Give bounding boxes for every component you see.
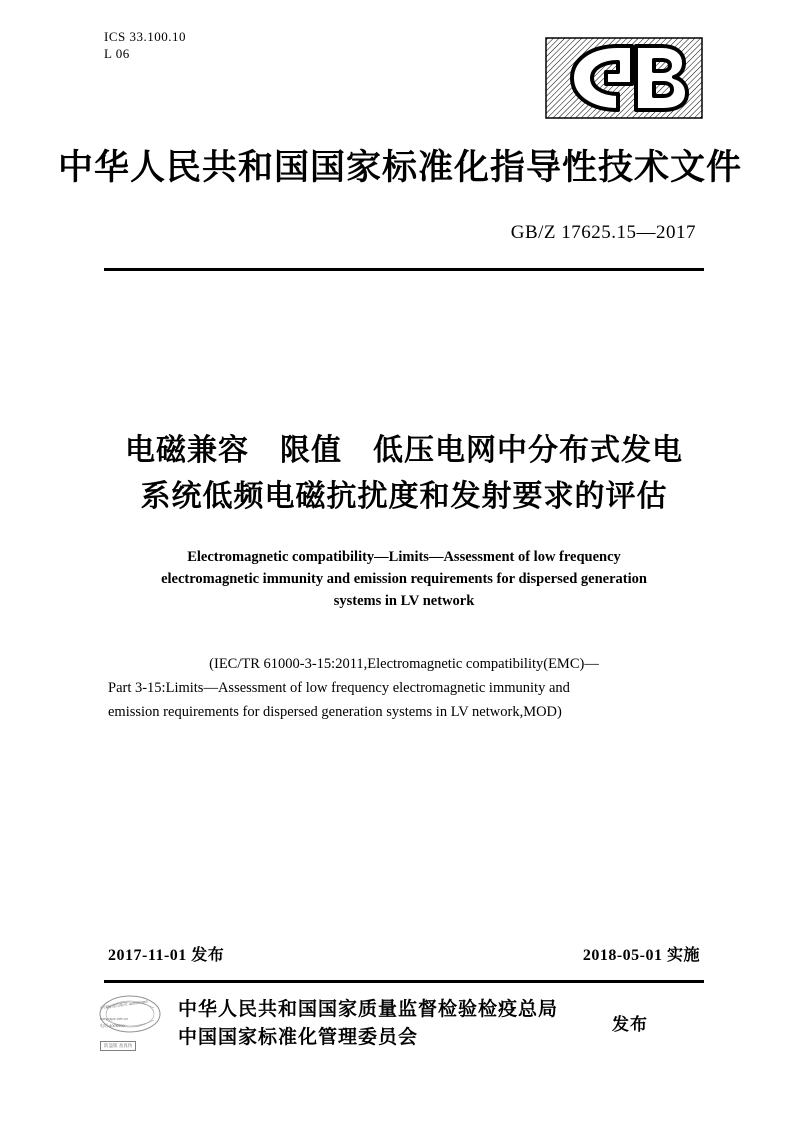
- english-title-line-2: electromagnetic immunity and emission requirements for dispersed generation: [161, 571, 647, 587]
- publisher-block: [178, 996, 558, 1052]
- iec-correspondence-line-1: (IEC/TR 61000-3-15:2011,Electromagnetic compatibility(EMC)—: [209, 656, 599, 672]
- classification-code: L 06: [104, 46, 130, 61]
- english-title-line-3: systems in LV network: [333, 593, 475, 609]
- english-title: [128, 546, 680, 612]
- seal-text-line-1: 中国标准出版社 authorized: [99, 998, 148, 1011]
- ics-block: [104, 28, 186, 62]
- iec-correspondence-block: [108, 652, 700, 724]
- seal-text-line-2: www.spc.net.cn: [100, 1016, 128, 1021]
- top-divider: [104, 268, 704, 271]
- issue-date: 2017-11-01 发布: [108, 947, 225, 964]
- document-type-title: 中华人民共和国国家标准化指导性技术文件: [57, 148, 742, 187]
- seal-verify-box: 防盗版 查真伪: [100, 1041, 136, 1051]
- seal-text-line-3: 电话:4006500: [100, 1023, 125, 1028]
- iec-correspondence-line-3: emission requirements for dispersed generation systems in LV network,MOD): [108, 704, 562, 720]
- ics-code: ICS 33.100.10: [104, 29, 186, 44]
- chinese-title: [96, 428, 712, 520]
- publish-label: 发布: [612, 1015, 648, 1034]
- bottom-divider: [104, 980, 704, 983]
- english-title-line-1: Electromagnetic compatibility—Limits—Assessment of low frequency: [187, 549, 621, 565]
- iec-correspondence-line-2: Part 3-15:Limits—Assessment of low frequency electromagnetic immunity and: [108, 680, 570, 696]
- publisher-line-1: 中华人民共和国国家质量监督检验检疫总局: [178, 999, 559, 1020]
- chinese-title-line-2: 系统低频电磁抗扰度和发射要求的评估: [140, 480, 668, 513]
- standard-number: GB/Z 17625.15—2017: [510, 222, 696, 243]
- anti-counterfeit-seal-icon: [96, 992, 174, 1054]
- effective-date: 2018-05-01 实施: [582, 947, 700, 964]
- gb-logo: [544, 36, 704, 120]
- chinese-title-line-1: 电磁兼容 限值 低压电网中分布式发电: [125, 434, 683, 467]
- publisher-line-2: 中国国家标准化管理委员会: [178, 1027, 419, 1048]
